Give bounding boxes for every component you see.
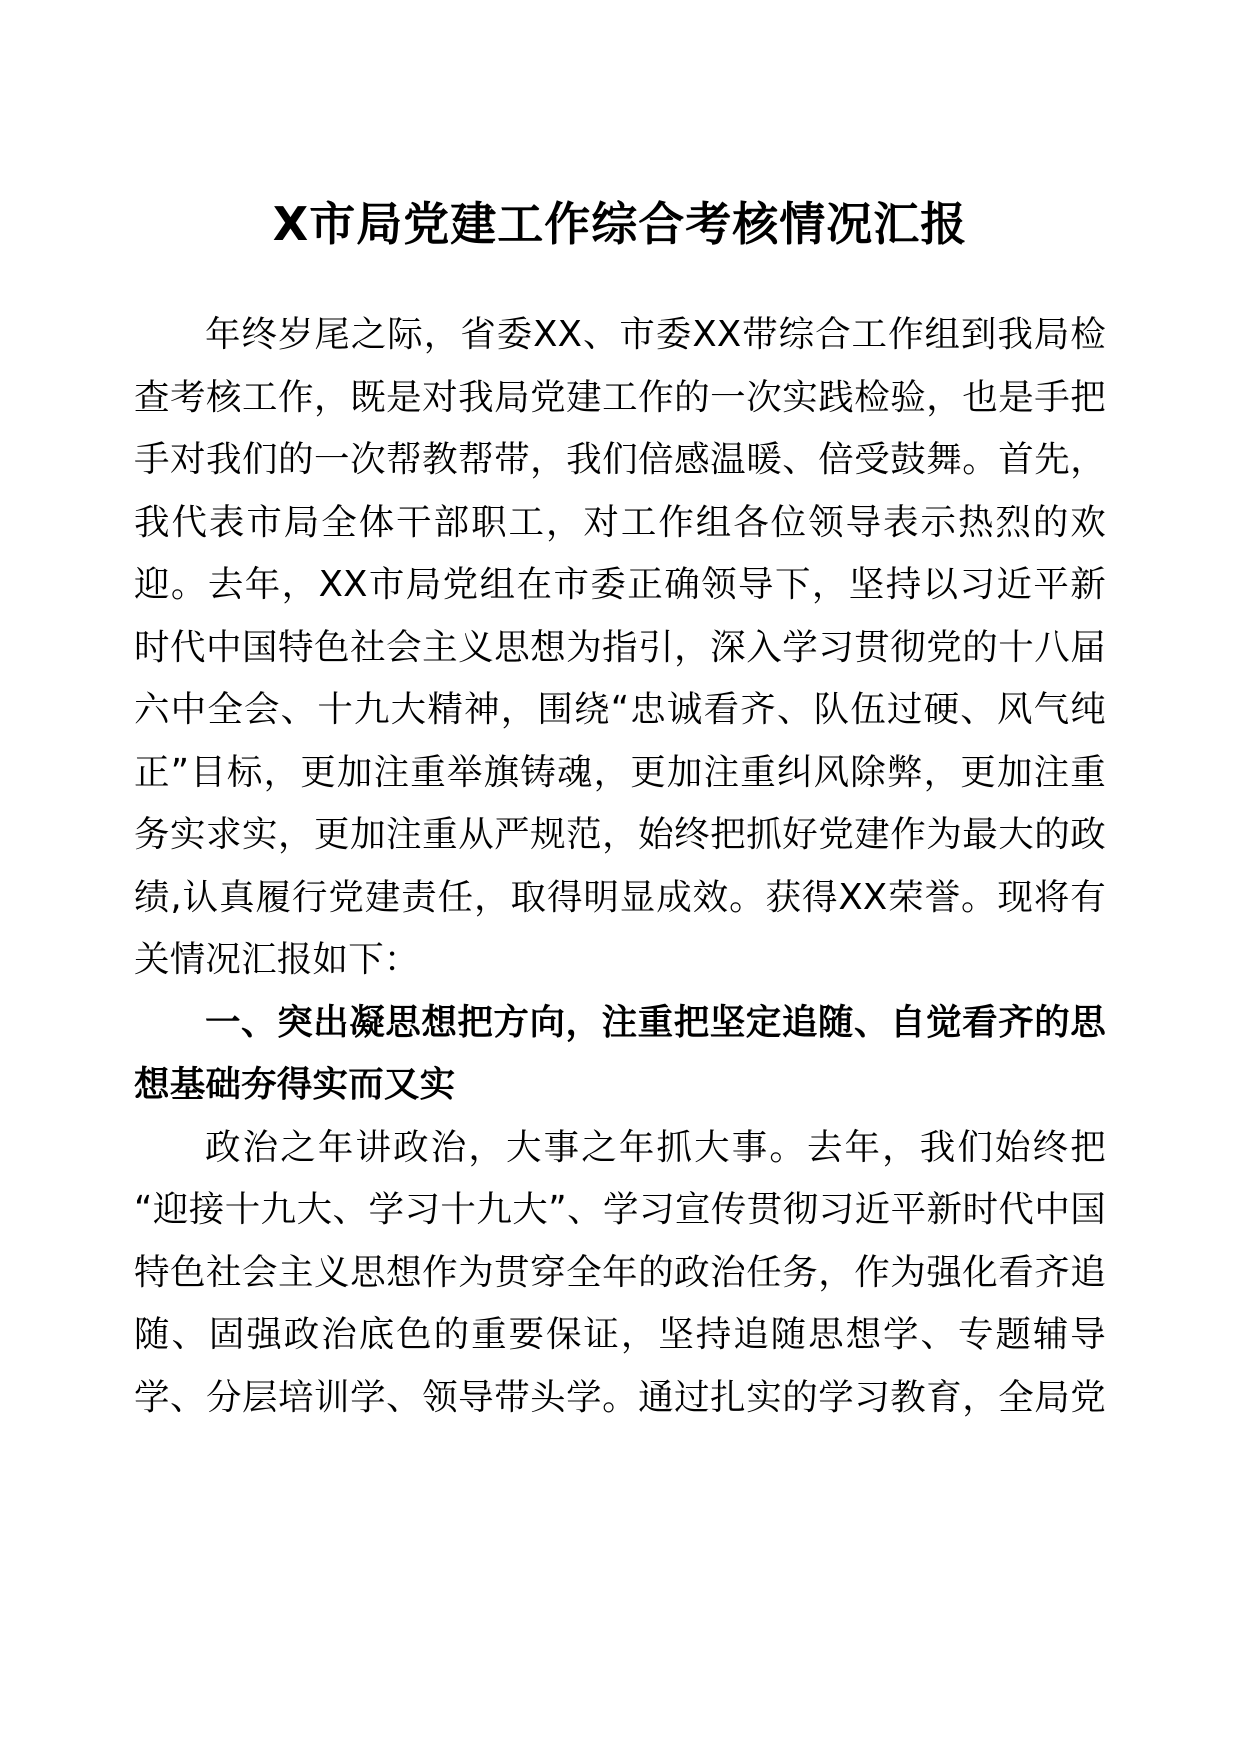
section-heading-one: 一、突出凝思想把方向，注重把坚定追随、自觉看齐的思想基础夯得实而又实 bbox=[134, 1001, 1106, 1106]
page-title: X市局党建工作综合考核情况汇报 bbox=[272, 197, 968, 251]
paragraph-section-one-body: 政治之年讲政治，大事之年抓大事。去年，我们始终把“迎接十九大、学习十九大”、学习宣传贯彻习近平新时代中国特色社会主义思想作为贯穿全年的政治任务，作为强化看齐追随、固强政治底色的重要保证，坚持追随思想学、专题辅导学、分层培训学、领导带头学。通过扎实的学习教育，全局党 bbox=[134, 1126, 1106, 1418]
paragraph-intro: 年终岁尾之际，省委XX、市委XX带综合工作组到我局检查考核工作，既是对我局党建工作的一次实践检验，也是手把手对我们的一次帮教帮带，我们倍感温暖、倍受鼓舞。首先，我代表市局全体干部职工，对工作组各位领导表示热烈的欢迎。去年，XX市局党组在市委正确领导下，坚持以习近平新时代中国特色社会主义思想为指引，深入学习贯彻党的十八届六中全会、十九大精神，围绕“忠诚看齐、队伍过硬、风气纯正”目标，更加注重举旗铸魂，更加注重纠风除弊，更加注重务实求实，更加注重从严规范，始终把抓好党建作为最大的政绩,认真履行党建责任，取得明显成效。获得XX荣誉。现将有关情况汇报如下： bbox=[134, 314, 1106, 981]
document-body bbox=[134, 304, 1106, 1429]
